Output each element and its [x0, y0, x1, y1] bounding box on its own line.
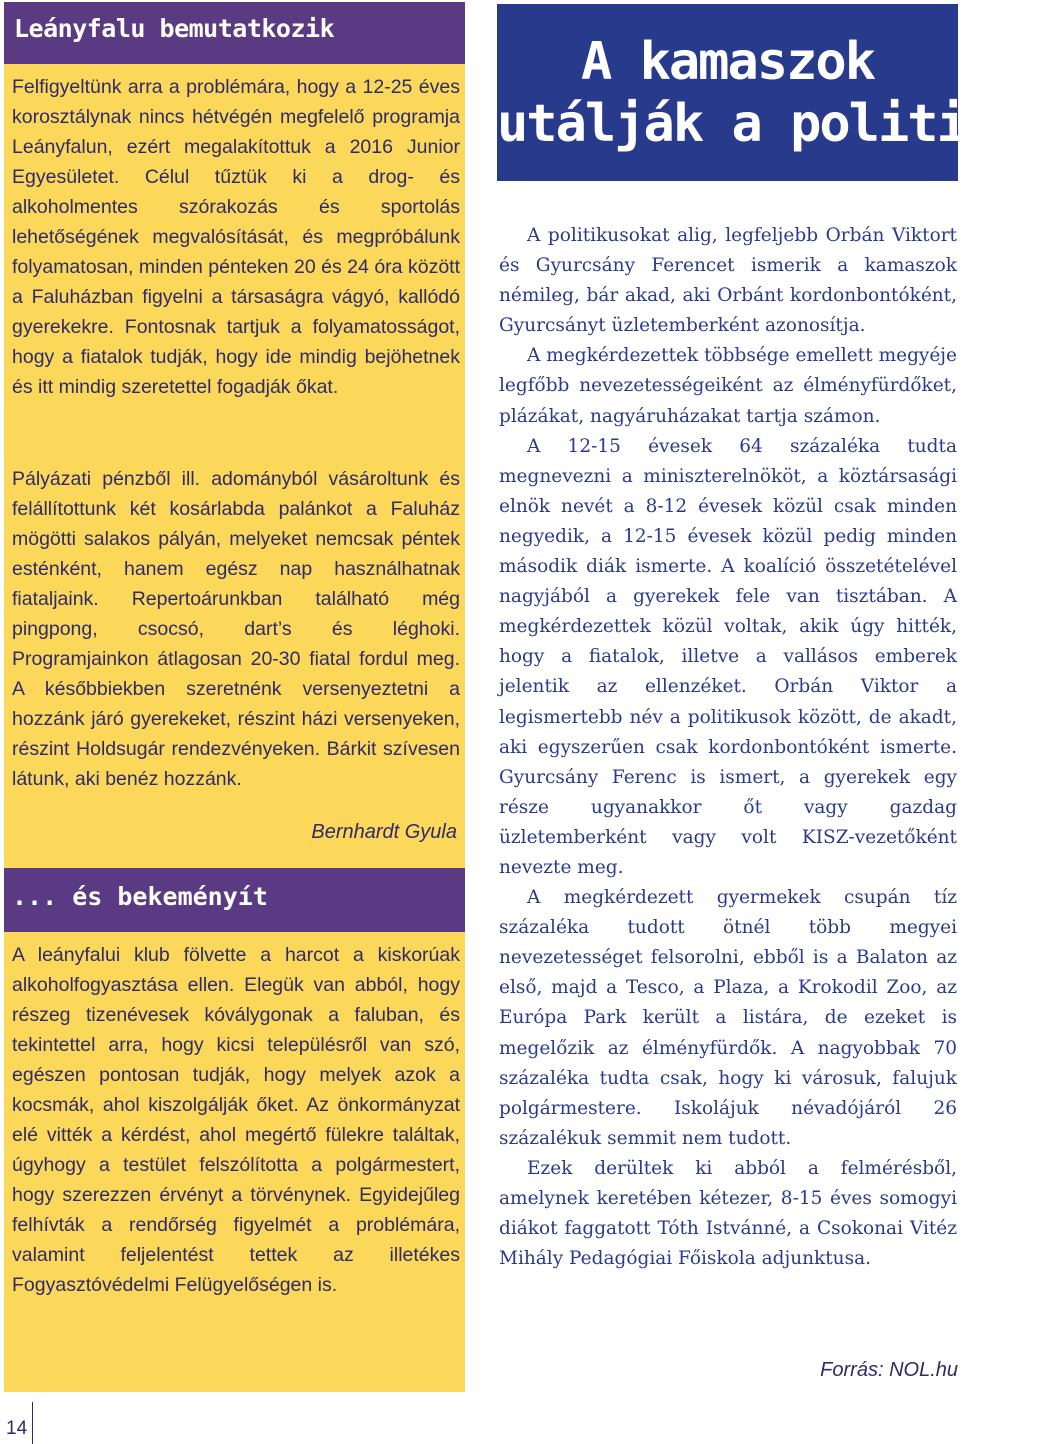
- right-article-title-line-2: utálják a politikát: [497, 94, 1054, 154]
- right-article-header: [497, 4, 1054, 181]
- right-article-paragraph-1: A politikusokat alig, legfeljebb Orbán Viktort és Gyurcsány Ferencet ismerik a kamaszok némileg, bár akad, aki Orbánt kordonbontóként, Gyurcsányt üzletemberként azonosítja.: [499, 225, 957, 337]
- left-article-header: [4, 2, 465, 64]
- sub-article-paragraph: A leányfalui klub fölvette a harcot a kiskorúak alkoholfogyasztása ellen. Elegük van abból, hogy részeg tizenévesek kóválygonak a faluban, és tekintettel arra, hogy kicsi településről van szó, egészen pontosan tudják, hogy melyek azok a kocsmák, ahol kiszolgálják őket. Az önkormányzat elé vitték a kérdést, ahol megértő fülekre találtak, úgyhogy a testület felszólította a polgármestert, hogy szerezzen érvényt a törvénynek. Egyidejűleg felhívták a rendőrség figyelmét a problémára, valamint feljelentést tettek az illetékes Fogyasztóvédelmi Felügyelőségen is.: [12, 944, 460, 1296]
- page-number: 14: [6, 1418, 28, 1439]
- source-credit: Forrás: NOL.hu: [820, 1359, 958, 1381]
- page-number-rule: [32, 1402, 33, 1444]
- right-article-paragraph-5: Ezek derültek ki abból a felmérésből, amelynek keretében kétezer, 8-15 éves somogyi diákot faggatott Tóth Istvánné, a Csokonai Vitéz Mihály Pedagógiai Főiskola adjunktusa.: [499, 1157, 957, 1270]
- right-article-paragraph-4: A megkérdezett gyermekek csupán tíz százaléka tudott ötnél több megyei nevezetességet felsorolni, ebből is a Balaton az első, majd a Tesco, a Plaza, a Krokodil Zoo, az Európa Park került a listára, de ezeket is megelőzik az élményfürdők. A nagyobbak 70 százaléka tudta csak, hogy ki városuk, falujuk polgármestere. Iskolájuk névadójáról 26 százalékuk semmit nem tudott.: [499, 887, 957, 1149]
- left-article-paragraph-1: Felfigyeltünk arra a problémára, hogy a 12-25 éves korosztálynak nincs hétvégén megfelelő programja Leányfalun, ezért megalakítottuk a 2016 Junior Egyesületet. Célul tűztük ki a drog- és alkoholmentes szórakozás és sportolás lehetőségének megvalósítását, és megpróbálunk folyamatosan, minden pénteken 20 és 24 óra között a Faluházban figyelni a társaságra vágyó, kallódó gyerekekre. Fontosnak tartjuk a folyamatosságot, hogy a fiatalok tudják, hogy ide mindig bejöhetnek és itt mindig szeretettel fogadják őkat.: [12, 76, 460, 398]
- left-article-box: [4, 2, 465, 1392]
- sub-article-title: ... és bekeményít: [12, 882, 268, 911]
- left-article-paragraph-2: Pályázati pénzből ill. adományból vásároltunk és felállítottunk két kosárlabda palánkot a Faluház mögötti salakos pályán, melyeket nemcsak péntek esténként, hanem egész nap használhatnak fiataljaink. Repertoárunkban található még pingpong, csocsó, dart’s és léghoki. Programjainkon átlagosan 20-30 fiatal fordul meg. A későbbiekben szeretnénk versenyeztetni a hozzánk járó gyerekeket, részint házi versenyeken, részint Holdsugár rendezvényeken. Bárkit szívesen látunk, aki benéz hozzánk.: [12, 468, 460, 790]
- right-article-paragraph-2: A megkérdezettek többsége emellett megyéje legfőbb nevezetességeiként az élményfürdőket, plázákat, nagyáruházakat tartja számon.: [499, 345, 957, 427]
- article-signature: Bernhardt Gyula: [311, 821, 457, 843]
- right-article-paragraph-3: A 12-15 évesek 64 százaléka tudta megnevezni a miniszterelnököt, a köztársasági elnök nevét a 8-12 évesek közül csak minden negyedik, a 12-15 évesek közül pedig minden második diák ismerte. A koalíció összetételével nagyjából a gyerekek fele van tisztában. A megkérdezettek közül voltak, akik úgy hitték, hogy a fiatalok, illetve a vallásos emberek jelentik az ellenzéket. Orbán Viktor a legismertebb név a politikusok között, de akadt, aki egyszerűen csak kordonbontóként ismerte. Gyurcsány Ferenc is ismert, a gyerekek egy része ugyanakkor őt vagy gazdag üzletemberként vagy volt KISZ-vezetőként nevezte meg.: [499, 435, 957, 878]
- sub-article-header: [4, 868, 465, 932]
- right-article-title-line-1: A kamaszok: [580, 32, 875, 92]
- right-article-body: [499, 221, 957, 1274]
- left-article-title: Leányfalu bemutatkozik: [14, 14, 335, 43]
